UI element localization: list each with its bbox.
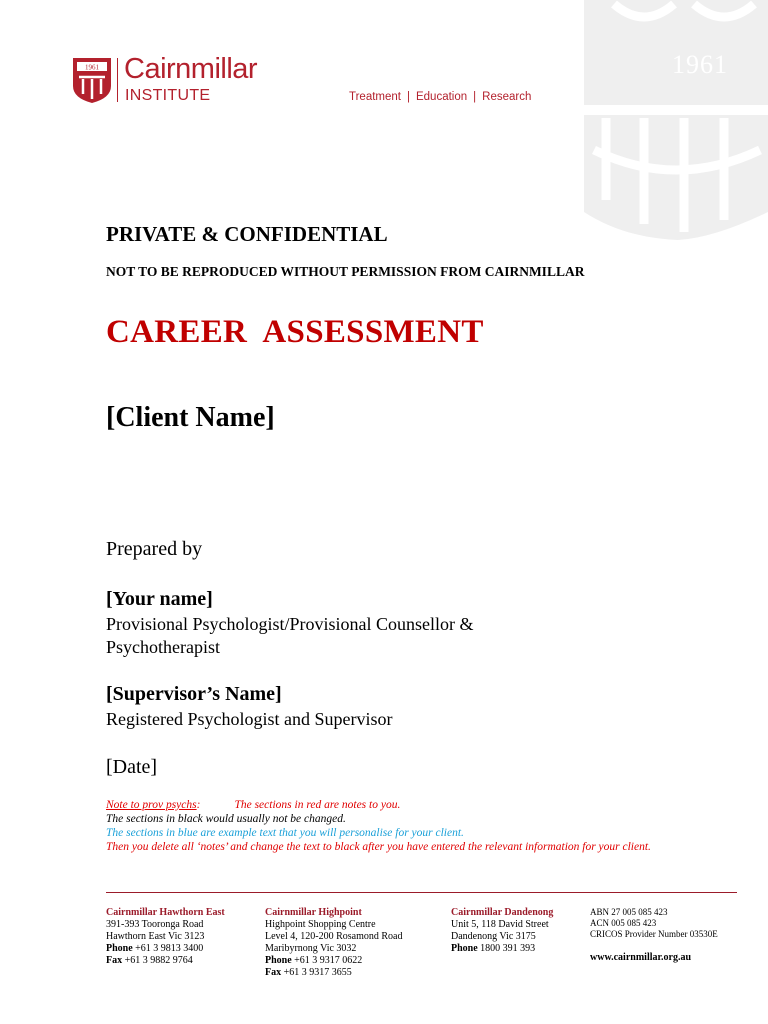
note-black-text: The sections in black would usually not be changed. <box>106 813 346 825</box>
client-name-placeholder: [Client Name] <box>106 402 275 433</box>
note-red-text: The sections in red are notes to you. <box>234 799 401 811</box>
footer-dandenong-name: Cairnmillar Dandenong <box>451 907 554 918</box>
footer-highpoint <box>265 907 402 979</box>
footer-highpoint-line3: Maribyrnong Vic 3032 <box>265 943 357 954</box>
cairnmillar-shield-logo <box>72 56 112 104</box>
date-placeholder: [Date] <box>106 756 158 778</box>
tagline-item-education: Education <box>415 91 468 103</box>
not-reproduced-notice: NOT TO BE REPRODUCED WITHOUT PERMISSION FROM CAIRNMILLAR <box>106 264 585 279</box>
logo-name: Cairnmillar <box>124 53 258 85</box>
footer-highpoint-phone-label: Phone <box>265 955 292 966</box>
footer-hawthorn-phone: +61 3 9813 3400 <box>135 943 204 954</box>
footer-hawthorn-phone-label: Phone <box>106 943 133 954</box>
footer-divider <box>106 892 737 893</box>
private-confidential-heading: PRIVATE & CONFIDENTIAL <box>106 222 388 246</box>
logo-divider <box>117 58 118 102</box>
footer-hawthorn <box>106 907 225 967</box>
footer-highpoint-line2: Level 4, 120-200 Rosamond Road <box>265 931 403 942</box>
footer-corporate <box>590 907 718 940</box>
author-role: Provisional Psychologist/Provisional Counsellor & Psychotherapist <box>106 614 474 657</box>
note-label: Note to prov psychs <box>106 799 197 811</box>
footer-acn: ACN 005 085 423 <box>590 918 657 928</box>
footer-highpoint-phone: +61 3 9317 0622 <box>294 955 363 966</box>
website-link[interactable]: www.cairnmillar.org.au <box>590 952 692 963</box>
footer-dandenong-phone: 1800 391 393 <box>480 943 536 954</box>
footer-dandenong-line1: Unit 5, 118 David Street <box>451 919 549 930</box>
footer-highpoint-fax: +61 3 9317 3655 <box>283 967 352 978</box>
notes-block <box>106 798 676 854</box>
author-name-placeholder: [Your name] <box>106 588 213 610</box>
note-delete-text: Then you delete all ‘notes’ and change the text to black after you have entered the relevant information for your client. <box>106 841 651 853</box>
note-red-line: Note to prov psychs: The sections in red are notes to you. <box>106 799 401 811</box>
supervisor-name-placeholder: [Supervisor’s Name] <box>106 683 282 705</box>
tagline-item-research: Research <box>482 91 532 103</box>
footer-hawthorn-line2: Hawthorn East Vic 3123 <box>106 931 205 942</box>
footer-hawthorn-fax-label: Fax <box>106 955 123 966</box>
tagline-item-treatment: Treatment <box>349 91 401 103</box>
supervisor-role: Registered Psychologist and Supervisor <box>106 709 393 729</box>
footer-highpoint-line1: Highpoint Shopping Centre <box>265 919 376 930</box>
watermark-shield-icon <box>584 0 768 240</box>
watermark-year: 1961 <box>672 50 728 79</box>
footer-cricos: CRICOS Provider Number 03530E <box>590 929 718 939</box>
note-blue-text: The sections in blue are example text that you will personalise for your client. <box>106 827 464 839</box>
footer-dandenong-phone-label: Phone <box>451 943 478 954</box>
footer-hawthorn-line1: 391-393 Tooronga Road <box>106 919 204 930</box>
footer-dandenong-line2: Dandenong Vic 3175 <box>451 931 536 942</box>
footer-hawthorn-fax: +61 3 9882 9764 <box>124 955 193 966</box>
document-title: CAREER ASSESSMENT <box>106 314 484 350</box>
tagline: Treatment | Education | Research <box>349 91 532 103</box>
footer-abn: ABN 27 005 085 423 <box>590 907 668 917</box>
footer-highpoint-fax-label: Fax <box>265 967 282 978</box>
footer-hawthorn-name: Cairnmillar Hawthorn East <box>106 907 225 918</box>
logo-subname: INSTITUTE <box>125 87 211 104</box>
footer-dandenong <box>451 907 553 955</box>
prepared-by-label: Prepared by <box>106 538 203 560</box>
footer-highpoint-name: Cairnmillar Highpoint <box>265 907 362 918</box>
logo-shield-year: 1961 <box>85 63 99 72</box>
